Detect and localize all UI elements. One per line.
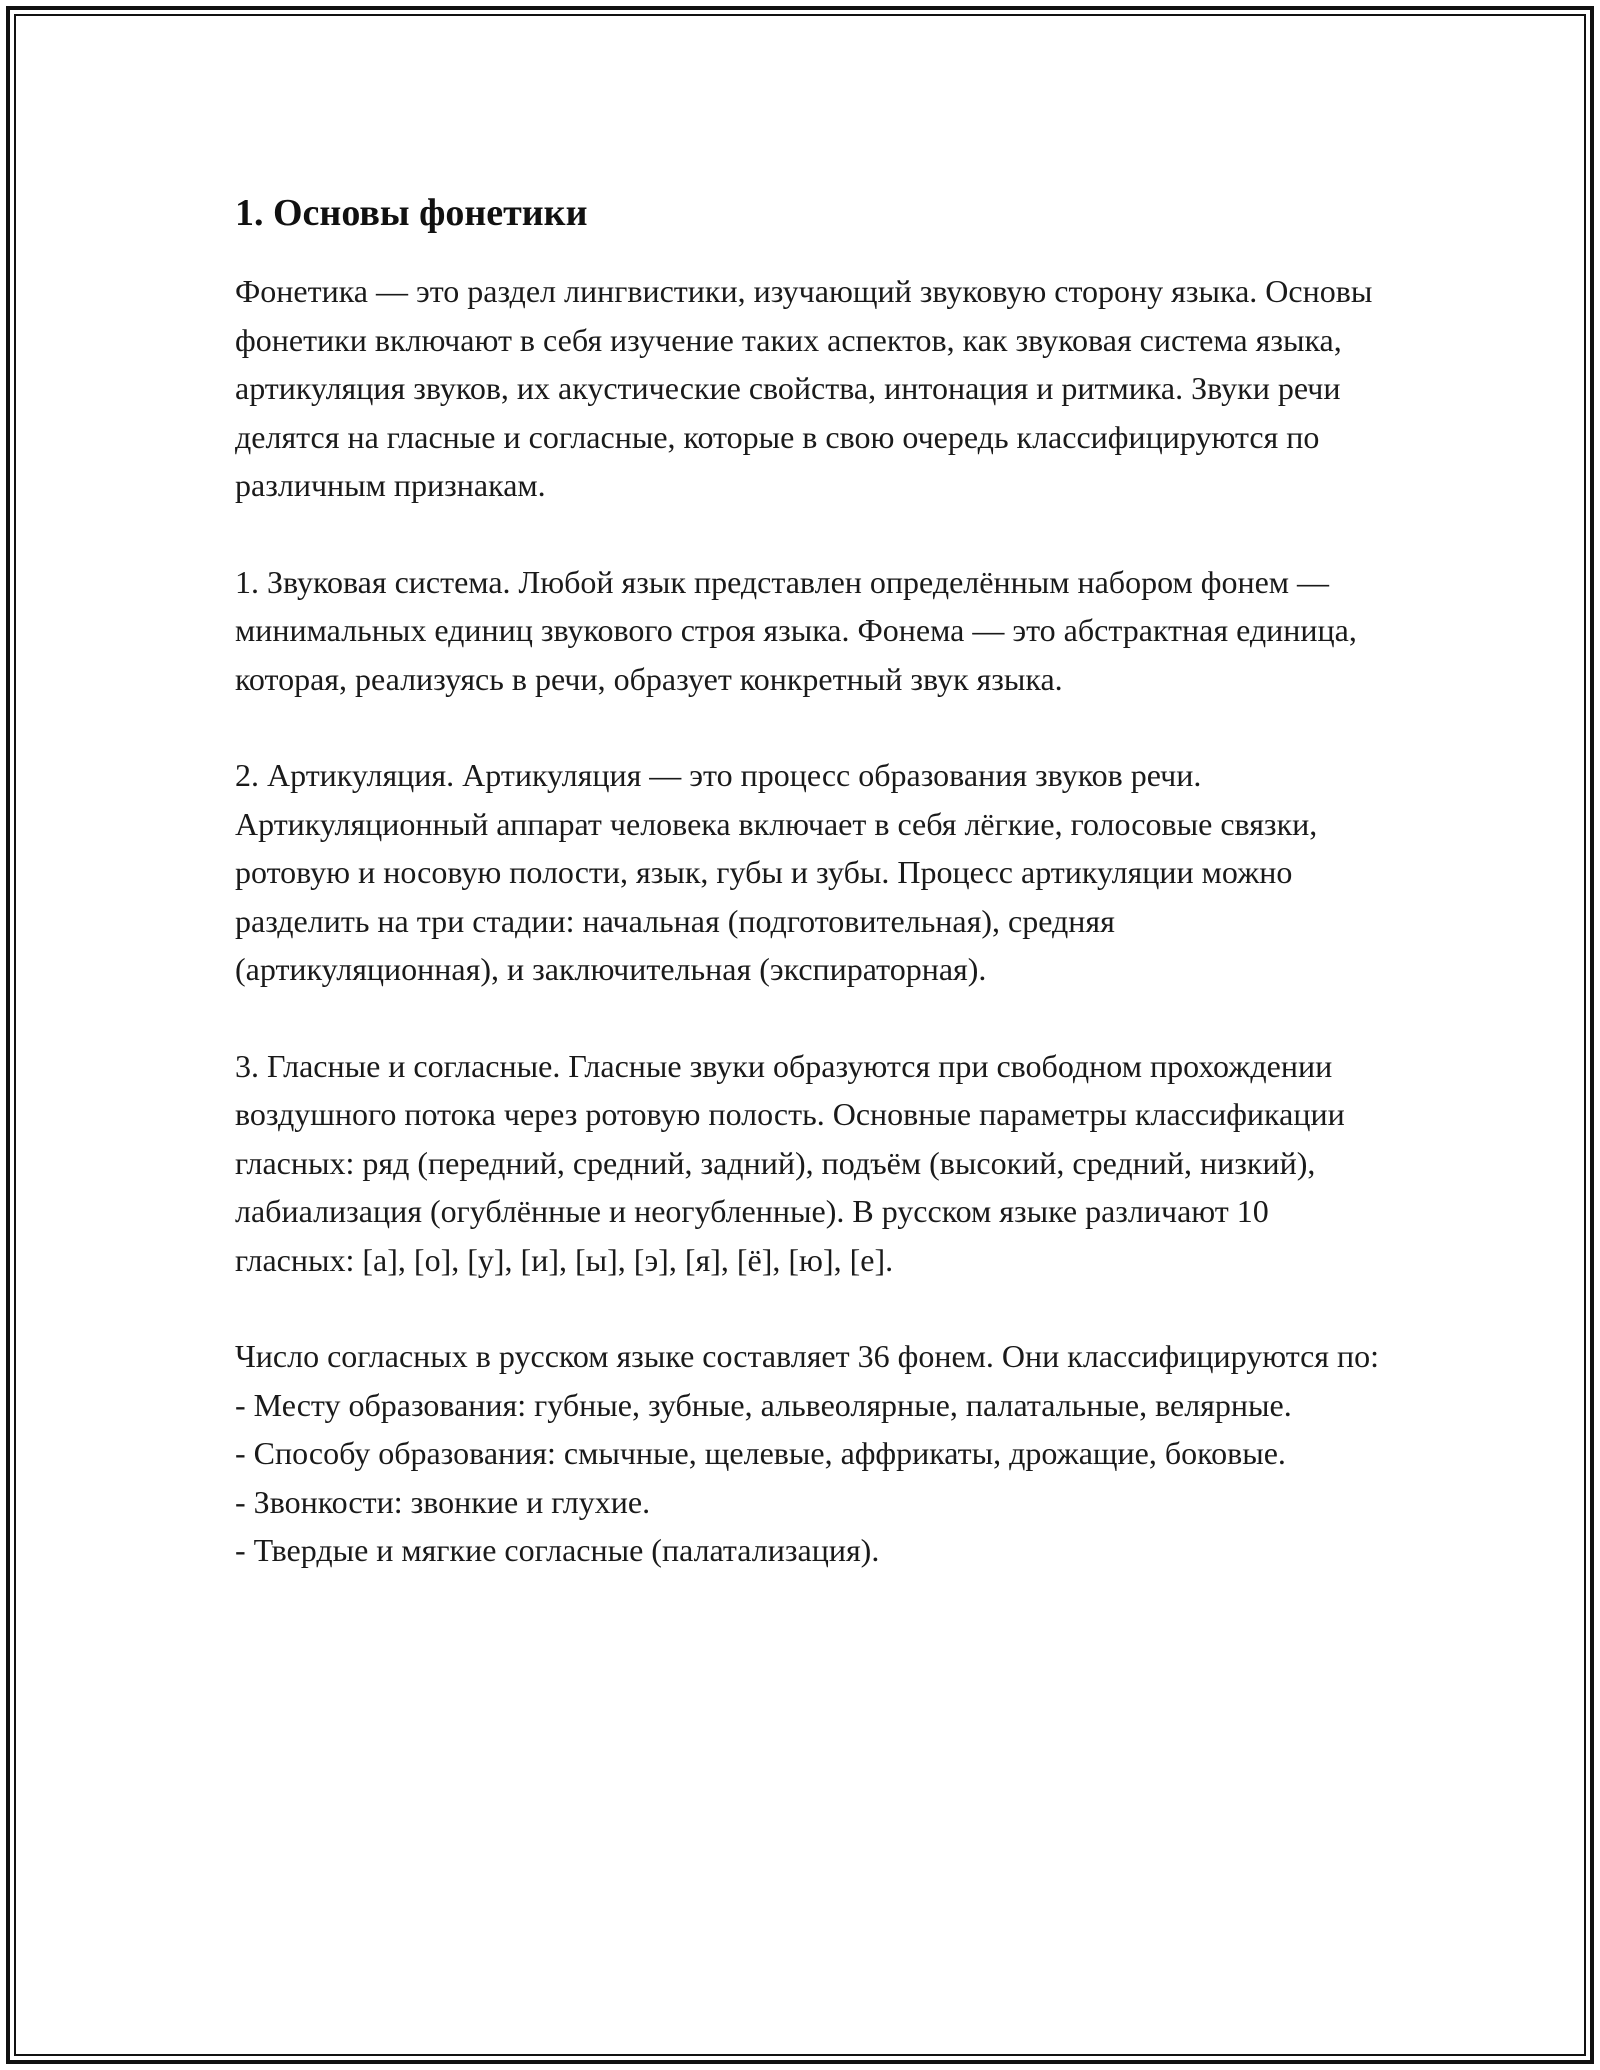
paragraph-articulation: 2. Артикуляция. Артикуляция — это процесс образования звуков речи. Артикуляционный аппарат человека включает в себя лёгкие, голосовые связки, ротовую и носовую полости, язык, губы и зубы. Процесс артикуляции можно разделить на три стадии: начальная (подготовительная), средняя (артикуляционная), и заключительная (экспираторная).: [235, 757, 1318, 987]
consonants-list: [235, 1332, 1385, 1575]
paragraph-intro: Фонетика — это раздел лингвистики, изучающий звуковую сторону языка. Основы фонетики включают в себя изучение таких аспектов, как звуковая система языка, артикуляция звуков, их акустические свойства, интонация и ритмика. Звуки речи делятся на гласные и согласные, которые в свою очередь классифицируются по различным признакам.: [235, 273, 1373, 503]
list-item: - Твердые и мягкие согласные (палатализация).: [235, 1532, 880, 1568]
paragraph-sound-system: 1. Звуковая система. Любой язык представлен определённым набором фонем — минимальных единиц звукового строя языка. Фонема — это абстрактная единица, которая, реализуясь в речи, образует конкретный звук языка.: [235, 563, 1357, 697]
section-heading: 1. Основы фонетики: [235, 192, 588, 234]
paragraph-vowels-consonants: 3. Гласные и согласные. Гласные звуки образуются при свободном прохождении воздушного потока через ротовую полость. Основные параметры классификации гласных: ряд (передний, средний, задний), подъём (высокий, средний, низкий), лабиализация (огублённые и неогубленные). В русском языке различают 10 гласных: [а], [о], [у], [и], [ы], [э], [я], [ё], [ю], [е].: [235, 1047, 1345, 1278]
document-body: [235, 187, 1385, 1575]
list-item: - Месту образования: губные, зубные, альвеолярные, палатальные, велярные.: [235, 1386, 1292, 1423]
list-item: - Звонкости: звонкие и глухие.: [235, 1483, 651, 1520]
consonants-intro: Число согласных в русском языке составляет 36 фонем. Они классифицируются по:: [235, 1338, 1380, 1374]
list-item: - Способу образования: смычные, щелевые, аффрикаты, дрожащие, боковые.: [235, 1435, 1286, 1471]
